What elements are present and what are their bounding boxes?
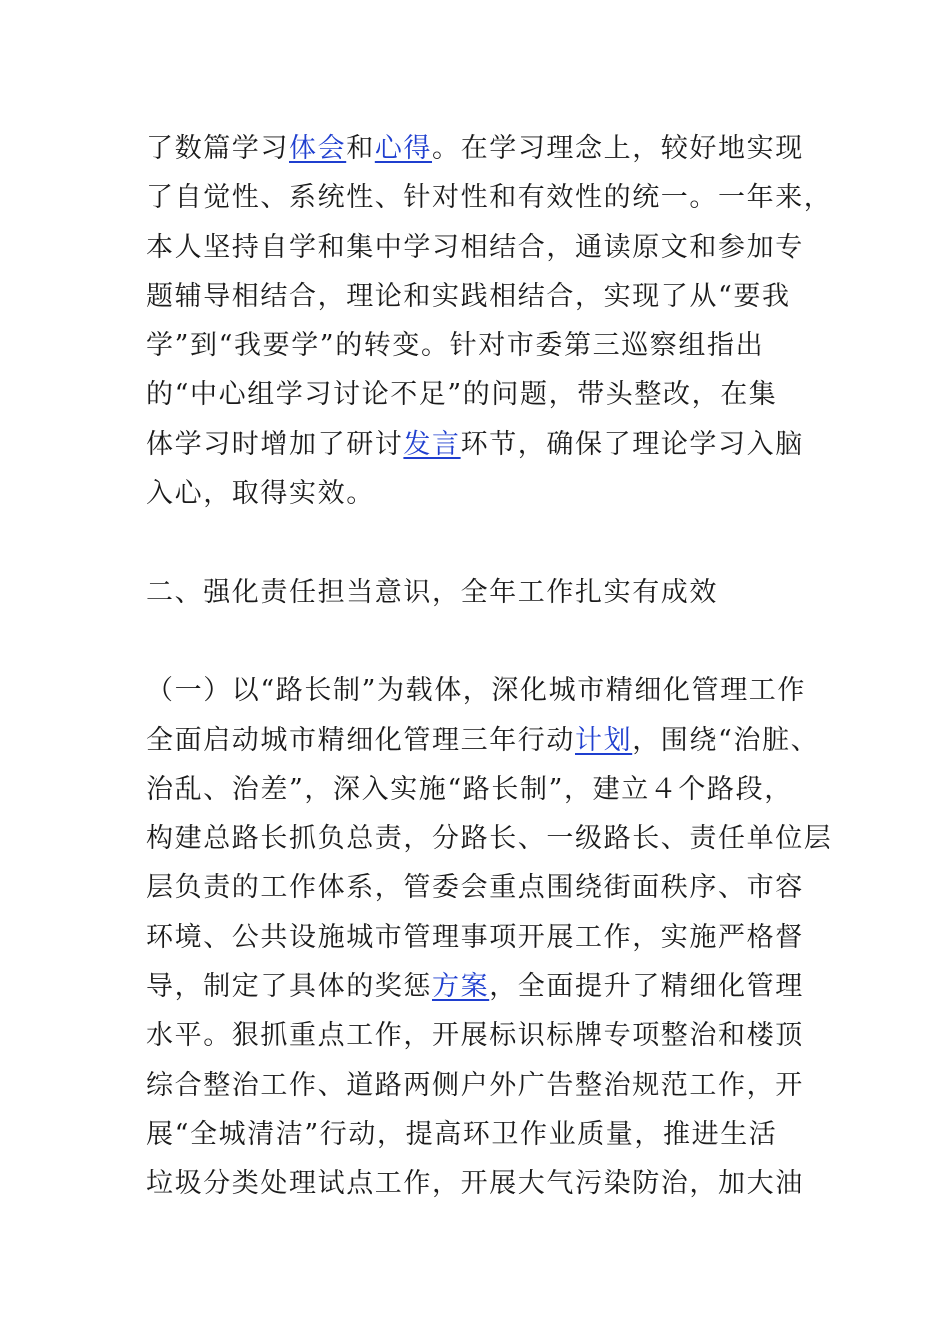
- text-line: 层负责的工作体系，管委会重点围绕街面秩序、市容: [146, 872, 804, 904]
- text-line: 学”到“我要学”的转变。针对市委第三巡察组指出: [146, 330, 765, 362]
- text-segment: 了数篇学习: [146, 133, 289, 164]
- section-heading: 二、强化责任担当意识，全年工作扎实有成效: [146, 576, 718, 608]
- text-line: [146, 420, 846, 469]
- text-segment: 和: [346, 133, 375, 164]
- text-line: 综合整治工作、道路两侧户外广告整治规范工作，开: [146, 1069, 804, 1101]
- text-line: [146, 124, 846, 173]
- text-segment: ，全面提升了精细化管理: [489, 971, 804, 1003]
- text-line: [146, 962, 846, 1011]
- document-page: [146, 124, 846, 1209]
- link-jihua[interactable]: 计划: [575, 724, 633, 756]
- text-line: 环境、公共设施城市管理事项开展工作，实施严格督: [146, 921, 804, 953]
- subsection-title: （一）以“路长制”为载体，深化城市精细化管理工作: [146, 675, 807, 707]
- text-segment: 环节，确保了理论学习入脑: [460, 428, 804, 460]
- text-segment: 体学习时增加了研讨: [146, 428, 404, 460]
- text-segment: 全面启动城市精细化管理三年行动: [146, 724, 575, 756]
- text-line: 垃圾分类处理试点工作，开展大气污染防治，加大油: [146, 1168, 804, 1200]
- text-line: 水平。狠抓重点工作，开展标识标牌专项整治和楼顶: [146, 1020, 804, 1052]
- text-segment: 导，制定了具体的奖惩: [146, 971, 432, 1003]
- text-line: 构建总路长抓负总责，分路长、一级路长、责任单位层: [146, 823, 833, 855]
- text-line: 入心，取得实效。: [146, 478, 375, 510]
- text-line: 治乱、治差”，深入实施“路长制”，建立４个路段，: [146, 773, 793, 805]
- text-line: 展“全城清洁”行动，提高环卫作业质量，推进生活: [146, 1118, 778, 1150]
- text-line: 了自觉性、系统性、针对性和有效性的统一。一年来，: [146, 182, 833, 214]
- link-tihui[interactable]: 体会: [289, 133, 347, 164]
- text-line: [146, 716, 846, 765]
- text-line: 的“中心组学习讨论不足”的问题，带头整改，在集: [146, 379, 778, 411]
- paragraph-gap: [146, 617, 846, 666]
- text-segment: 。在学习理念上，较好地实现: [432, 133, 804, 164]
- link-fayan[interactable]: 发言: [403, 428, 461, 460]
- text-segment: ，围绕“治脏、: [632, 724, 820, 756]
- text-line: 本人坚持自学和集中学习相结合，通读原文和参加专: [146, 231, 804, 263]
- link-fangan[interactable]: 方案: [432, 971, 490, 1003]
- link-xinde[interactable]: 心得: [374, 133, 433, 164]
- text-line: 题辅导相结合，理论和实践相结合，实现了从“要我: [146, 280, 791, 312]
- paragraph-gap: [146, 518, 846, 567]
